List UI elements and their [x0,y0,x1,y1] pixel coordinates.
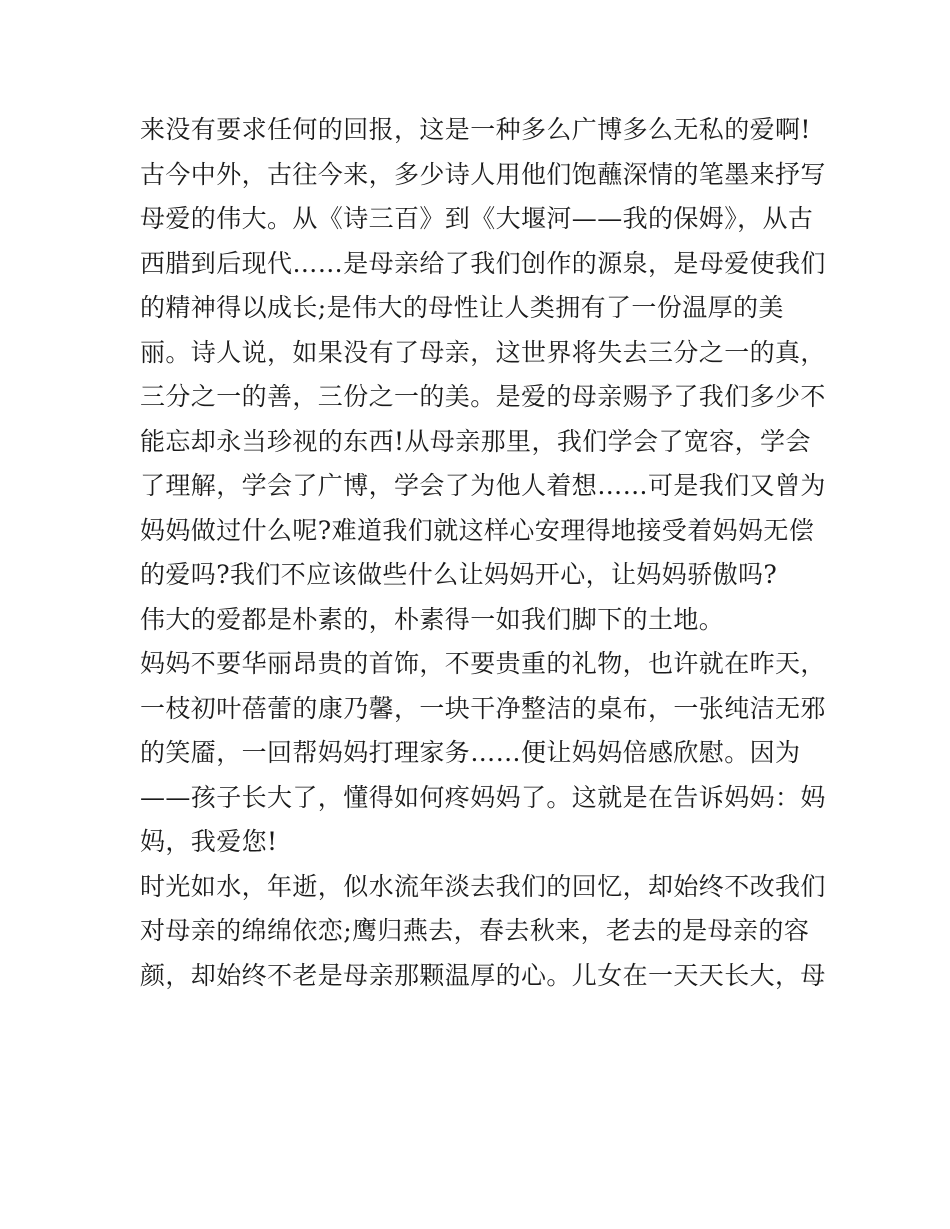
text-line: 能忘却永当珍视的东西!从母亲那里，我们学会了宽容，学会 [140,426,811,456]
text-line: 古今中外，古往今来，多少诗人用他们饱蘸深情的笔墨来抒写 [140,159,826,189]
text-line: 的爱吗?我们不应该做些什么让妈妈开心，让妈妈骄傲吗? [140,560,778,589]
text-line: 颜，却始终不老是母亲那颗温厚的心。儿女在一天天长大，母 [140,960,826,990]
text-line: 时光如水，年逝，似水流年淡去我们的回忆，却始终不改我们 [140,871,826,901]
text-line: 一枝初叶蓓蕾的康乃馨，一块干净整洁的桌布，一张纯洁无邪 [140,693,826,723]
text-line: 丽。诗人说，如果没有了母亲，这世界将失去三分之一的真， [140,337,826,367]
text-line: 三分之一的善，三份之一的美。是爱的母亲赐予了我们多少不 [140,382,826,411]
text-line: 妈，我爱您! [140,827,278,856]
text-line: 伟大的爱都是朴素的，朴素得一如我们脚下的土地。 [140,604,725,634]
text-line: 的笑靥，一回帮妈妈打理家务……便让妈妈倍感欣慰。因为 [140,738,801,767]
text-line: 西腊到后现代……是母亲给了我们创作的源泉，是母爱使我们 [140,248,826,278]
text-line: 妈妈不要华丽昂贵的首饰，不要贵重的礼物，也许就在昨天， [140,649,826,678]
text-line: 妈妈做过什么呢?难道我们就这样心安理得地接受着妈妈无偿 [140,515,815,545]
text-line: 的精神得以成长;是伟大的母性让人类拥有了一份温厚的美 [140,293,784,322]
text-line: 母爱的伟大。从《诗三百》到《大堰河——我的保姆》，从古 [140,204,814,233]
text-line: 对母亲的绵绵依恋;鹰归燕去，春去秋来，老去的是母亲的容 [140,916,810,945]
body-text [140,108,826,998]
text-line: 来没有要求任何的回报，这是一种多么广博多么无私的爱啊! [140,115,811,144]
text-line: 了理解，学会了广博，学会了为他人着想……可是我们又曾为 [140,471,826,500]
text-line: ——孩子长大了，懂得如何疼妈妈了。这就是在告诉妈妈：妈 [140,782,826,812]
